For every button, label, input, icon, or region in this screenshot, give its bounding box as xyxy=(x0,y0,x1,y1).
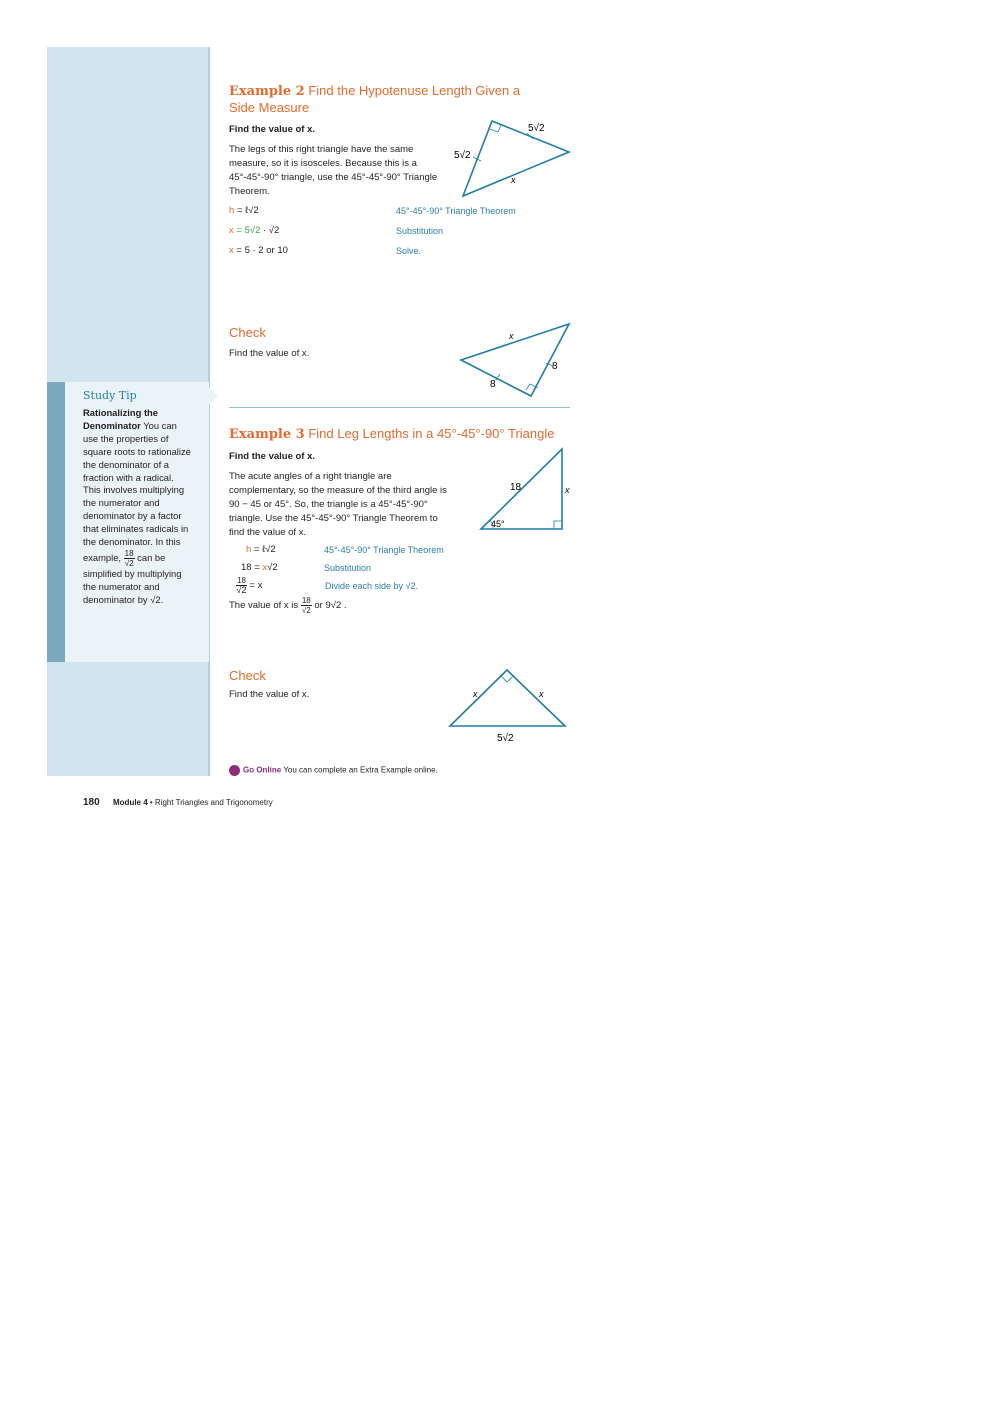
ex2-reason-1: 45°-45°-90° Triangle Theorem xyxy=(396,206,516,216)
check1-bottom-label: 8 xyxy=(490,379,496,390)
ex2-left-label: 5√2 xyxy=(454,150,471,161)
example-2-triangle-figure xyxy=(445,115,575,200)
check2-bottom-label: 5√2 xyxy=(497,733,514,744)
example-3-body: The acute angles of a right triangle are complementary, so the measure of the third angle is 90 − 45 or 45°. So, the triangle is a 45°-45°-90° triangle. Use the 45°-45°-90° Triangle Theorem to find the value of x. xyxy=(229,471,447,538)
go-online-icon xyxy=(229,765,240,776)
check2-triangle xyxy=(450,670,565,726)
ex3-triangle xyxy=(481,449,562,529)
ex3-hyp-label: 18 xyxy=(510,482,522,493)
example-3-triangle-figure xyxy=(475,443,575,536)
check-2-triangle-figure xyxy=(440,662,575,747)
check2-right-angle-mark xyxy=(501,676,513,682)
study-tip-heading: Rationalizing the Denominator xyxy=(83,407,158,431)
ex3-step-2: 18 = x√2 xyxy=(241,562,278,573)
example-3-title: Example 3 Find Leg Lengths in a 45°-45°-90° Triangle xyxy=(229,426,555,442)
check-1-question: Find the value of x. xyxy=(229,348,310,359)
ex2-hyp-label: x xyxy=(511,175,516,185)
example-2-question: Find the value of x. xyxy=(229,124,316,135)
go-online-note[interactable]: Go Online You can complete an Extra Example online. xyxy=(229,765,438,776)
ex2-step-1: h = ℓ√2 xyxy=(229,205,259,216)
ex3-right-angle-mark xyxy=(554,521,562,529)
ex2-triangle xyxy=(463,121,569,196)
ex2-reason-3: Solve. xyxy=(396,246,422,256)
check1-right-label: 8 xyxy=(552,361,558,372)
ex3-angle-label: 45° xyxy=(491,519,505,529)
study-tip-pointer xyxy=(209,387,218,405)
ex2-step-3: x = 5 · 2 or 10 xyxy=(229,245,288,256)
ex3-reason-3: Divide each side by √2. xyxy=(325,581,418,591)
check1-top-label: x xyxy=(509,331,514,341)
ex3-conclusion: The value of x is $\frac{18}{√2}$ or 9√2 . xyxy=(229,596,347,615)
check-2-title: Check xyxy=(229,668,266,683)
example-2-title: Example 2 Find the Hypotenuse Length Given a Side Measure xyxy=(229,83,521,115)
example-2-body: The legs of this right triangle have the same measure, so it is isosceles. Because this is a 45°-45°-90° triangle, use the 45°-45°-90° Triangle Theorem. xyxy=(229,144,438,197)
ex2-top-label: 5√2 xyxy=(528,123,545,134)
ex2-step-2: x = 5√2 · √2 xyxy=(229,225,280,236)
check-1-triangle-figure xyxy=(450,318,575,403)
check-1-title: Check xyxy=(229,325,266,340)
ex3-reason-2: Substitution xyxy=(324,563,372,573)
ex2-right-angle-mark xyxy=(490,125,501,132)
study-tip-body: Rationalizing the Denominator You can use the properties of square roots to rationalize the denominator of a fraction with a radical. This involves multiplying the numerator and denominator by a factor that eliminates radicals in the denominator. In this example, $\frac{18}{√2}$ can be simplified by multiplying the numerator and denominator by √2. xyxy=(83,407,191,605)
ex3-reason-1: 45°-45°-90° Triangle Theorem xyxy=(324,545,444,555)
ex3-right-label: x xyxy=(565,485,570,495)
study-tip-title: Study Tip xyxy=(83,389,137,402)
footer-module: Module 4 • Right Triangles and Trigonometry xyxy=(113,798,273,807)
section-divider xyxy=(229,407,570,408)
tip-fraction: $\frac{18}{√2}$ xyxy=(124,548,134,568)
ex2-reason-2: Substitution xyxy=(396,226,444,236)
ex3-step-1: h = ℓ√2 xyxy=(246,544,276,555)
check2-right-label: x xyxy=(539,689,544,699)
example-3-question: Find the value of x. xyxy=(229,451,316,462)
page-number: 180 xyxy=(83,797,100,808)
study-tip-accent-bar xyxy=(47,382,65,662)
check2-left-label: x xyxy=(473,689,478,699)
check-2-question: Find the value of x. xyxy=(229,689,310,700)
ex3-step-3: $\frac{18}{√2}$ = x xyxy=(236,576,263,596)
check1-triangle xyxy=(461,324,569,396)
